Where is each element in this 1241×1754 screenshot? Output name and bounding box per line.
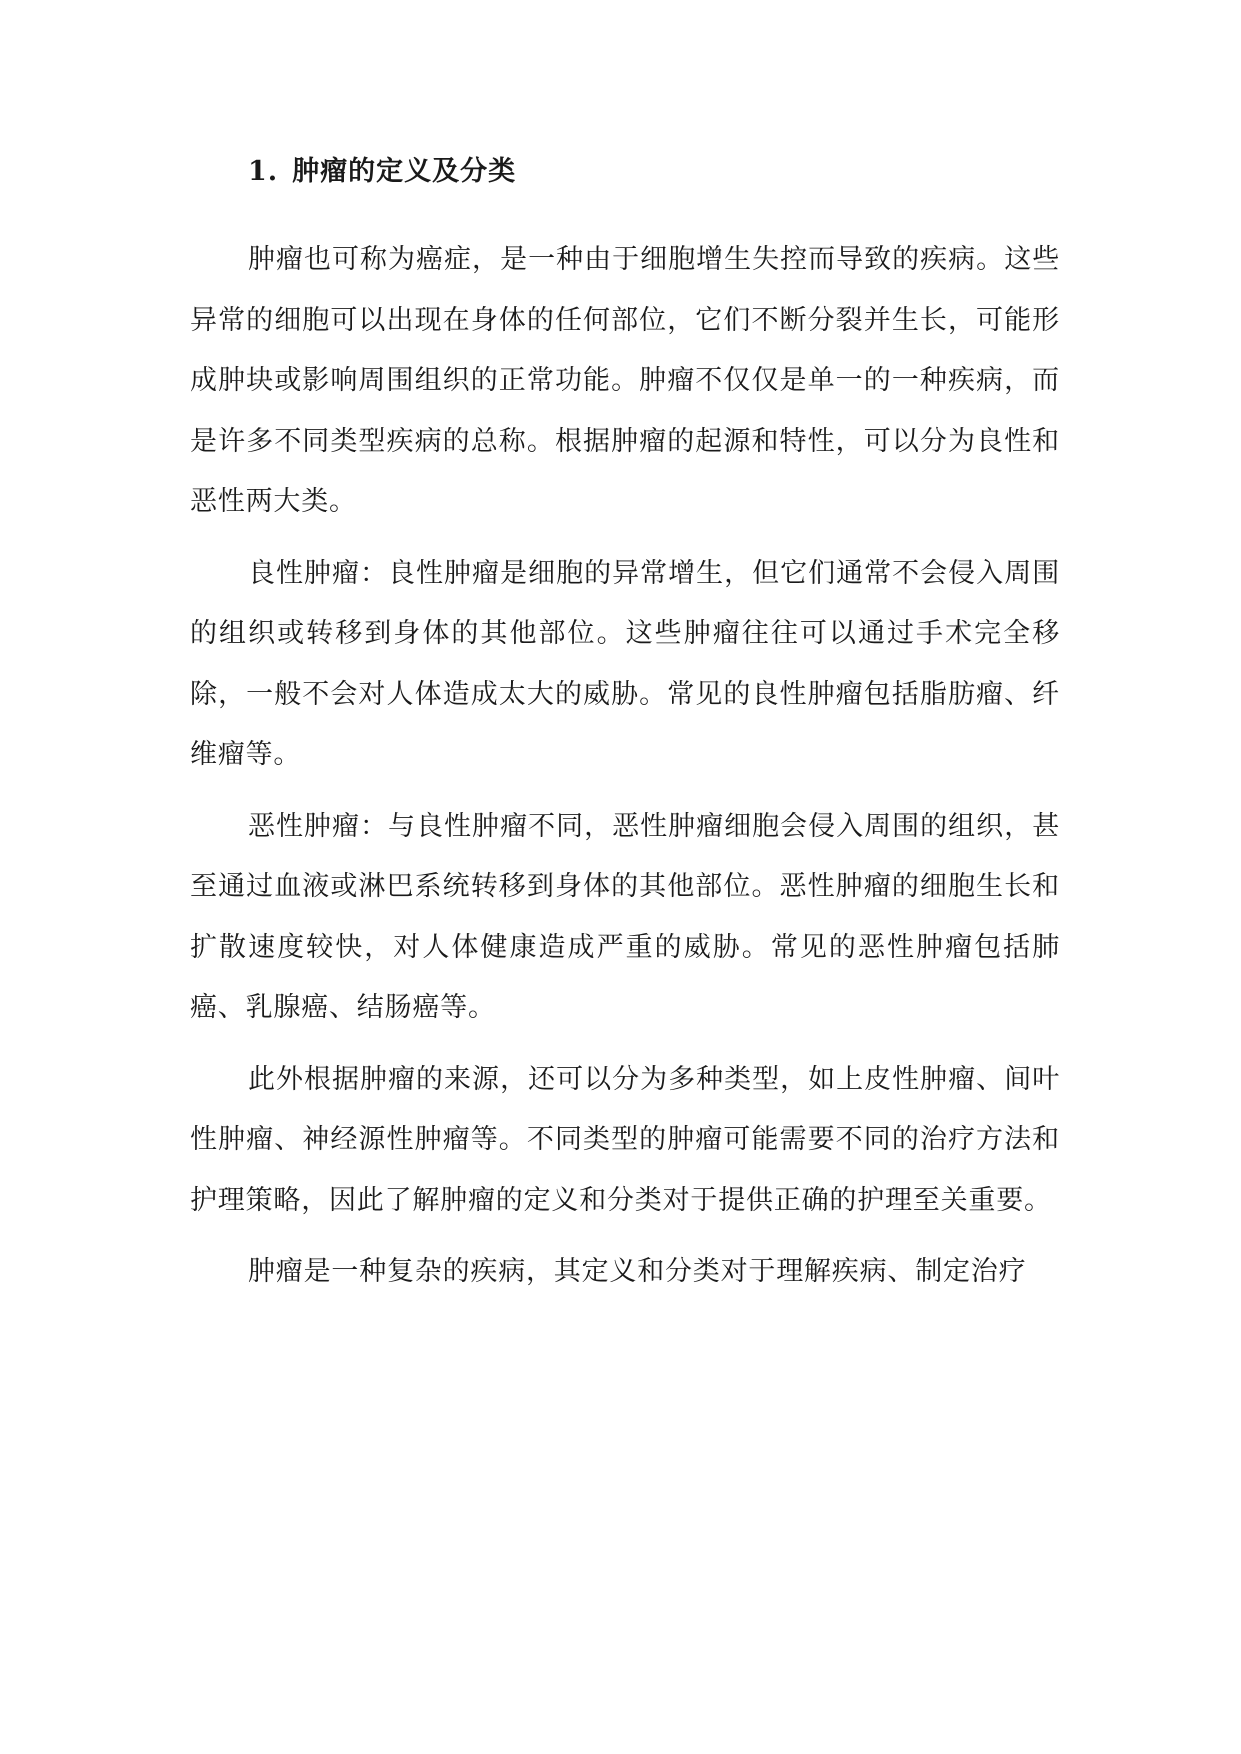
paragraph-malignant-tumor: 恶性肿瘤：与良性肿瘤不同，恶性肿瘤细胞会侵入周围的组织，甚至通过血液或淋巴系统转移到身体的其他部位。恶性肿瘤的细胞生长和扩散速度较快，对人体健康造成严重的威胁。常见的恶性肿瘤包括肺癌、乳腺癌、结肠癌等。: [190, 810, 1060, 1023]
section-heading: [248, 142, 1060, 202]
section-number: 1.: [248, 156, 279, 187]
section-title: 肿瘤的定义及分类: [292, 156, 517, 187]
paragraph-tumor-origin-types: 此外根据肿瘤的来源，还可以分为多种类型，如上皮性肿瘤、间叶性肿瘤、神经源性肿瘤等。不同类型的肿瘤可能需要不同的治疗方法和护理策略，因此了解肿瘤的定义和分类对于提供正确的护理至关重要。: [190, 1063, 1060, 1216]
paragraph-summary: 肿瘤是一种复杂的疾病，其定义和分类对于理解疾病、制定治疗: [248, 1256, 1027, 1287]
paragraph-definition: 肿瘤也可称为癌症，是一种由于细胞增生失控而导致的疾病。这些异常的细胞可以出现在身体的任何部位，它们不断分裂并生长，可能形成肿块或影响周围组织的正常功能。肿瘤不仅仅是单一的一种疾病，而是许多不同类型疾病的总称。根据肿瘤的起源和特性，可以分为良性和恶性两大类。: [190, 244, 1060, 517]
paragraph-benign-tumor: 良性肿瘤：良性肿瘤是细胞的异常增生，但它们通常不会侵入周围的组织或转移到身体的其他部位。这些肿瘤往往可以通过手术完全移除，一般不会对人体造成太大的威胁。常见的良性肿瘤包括脂肪瘤、纤维瘤等。: [190, 557, 1060, 770]
document-body: [190, 142, 1060, 1314]
